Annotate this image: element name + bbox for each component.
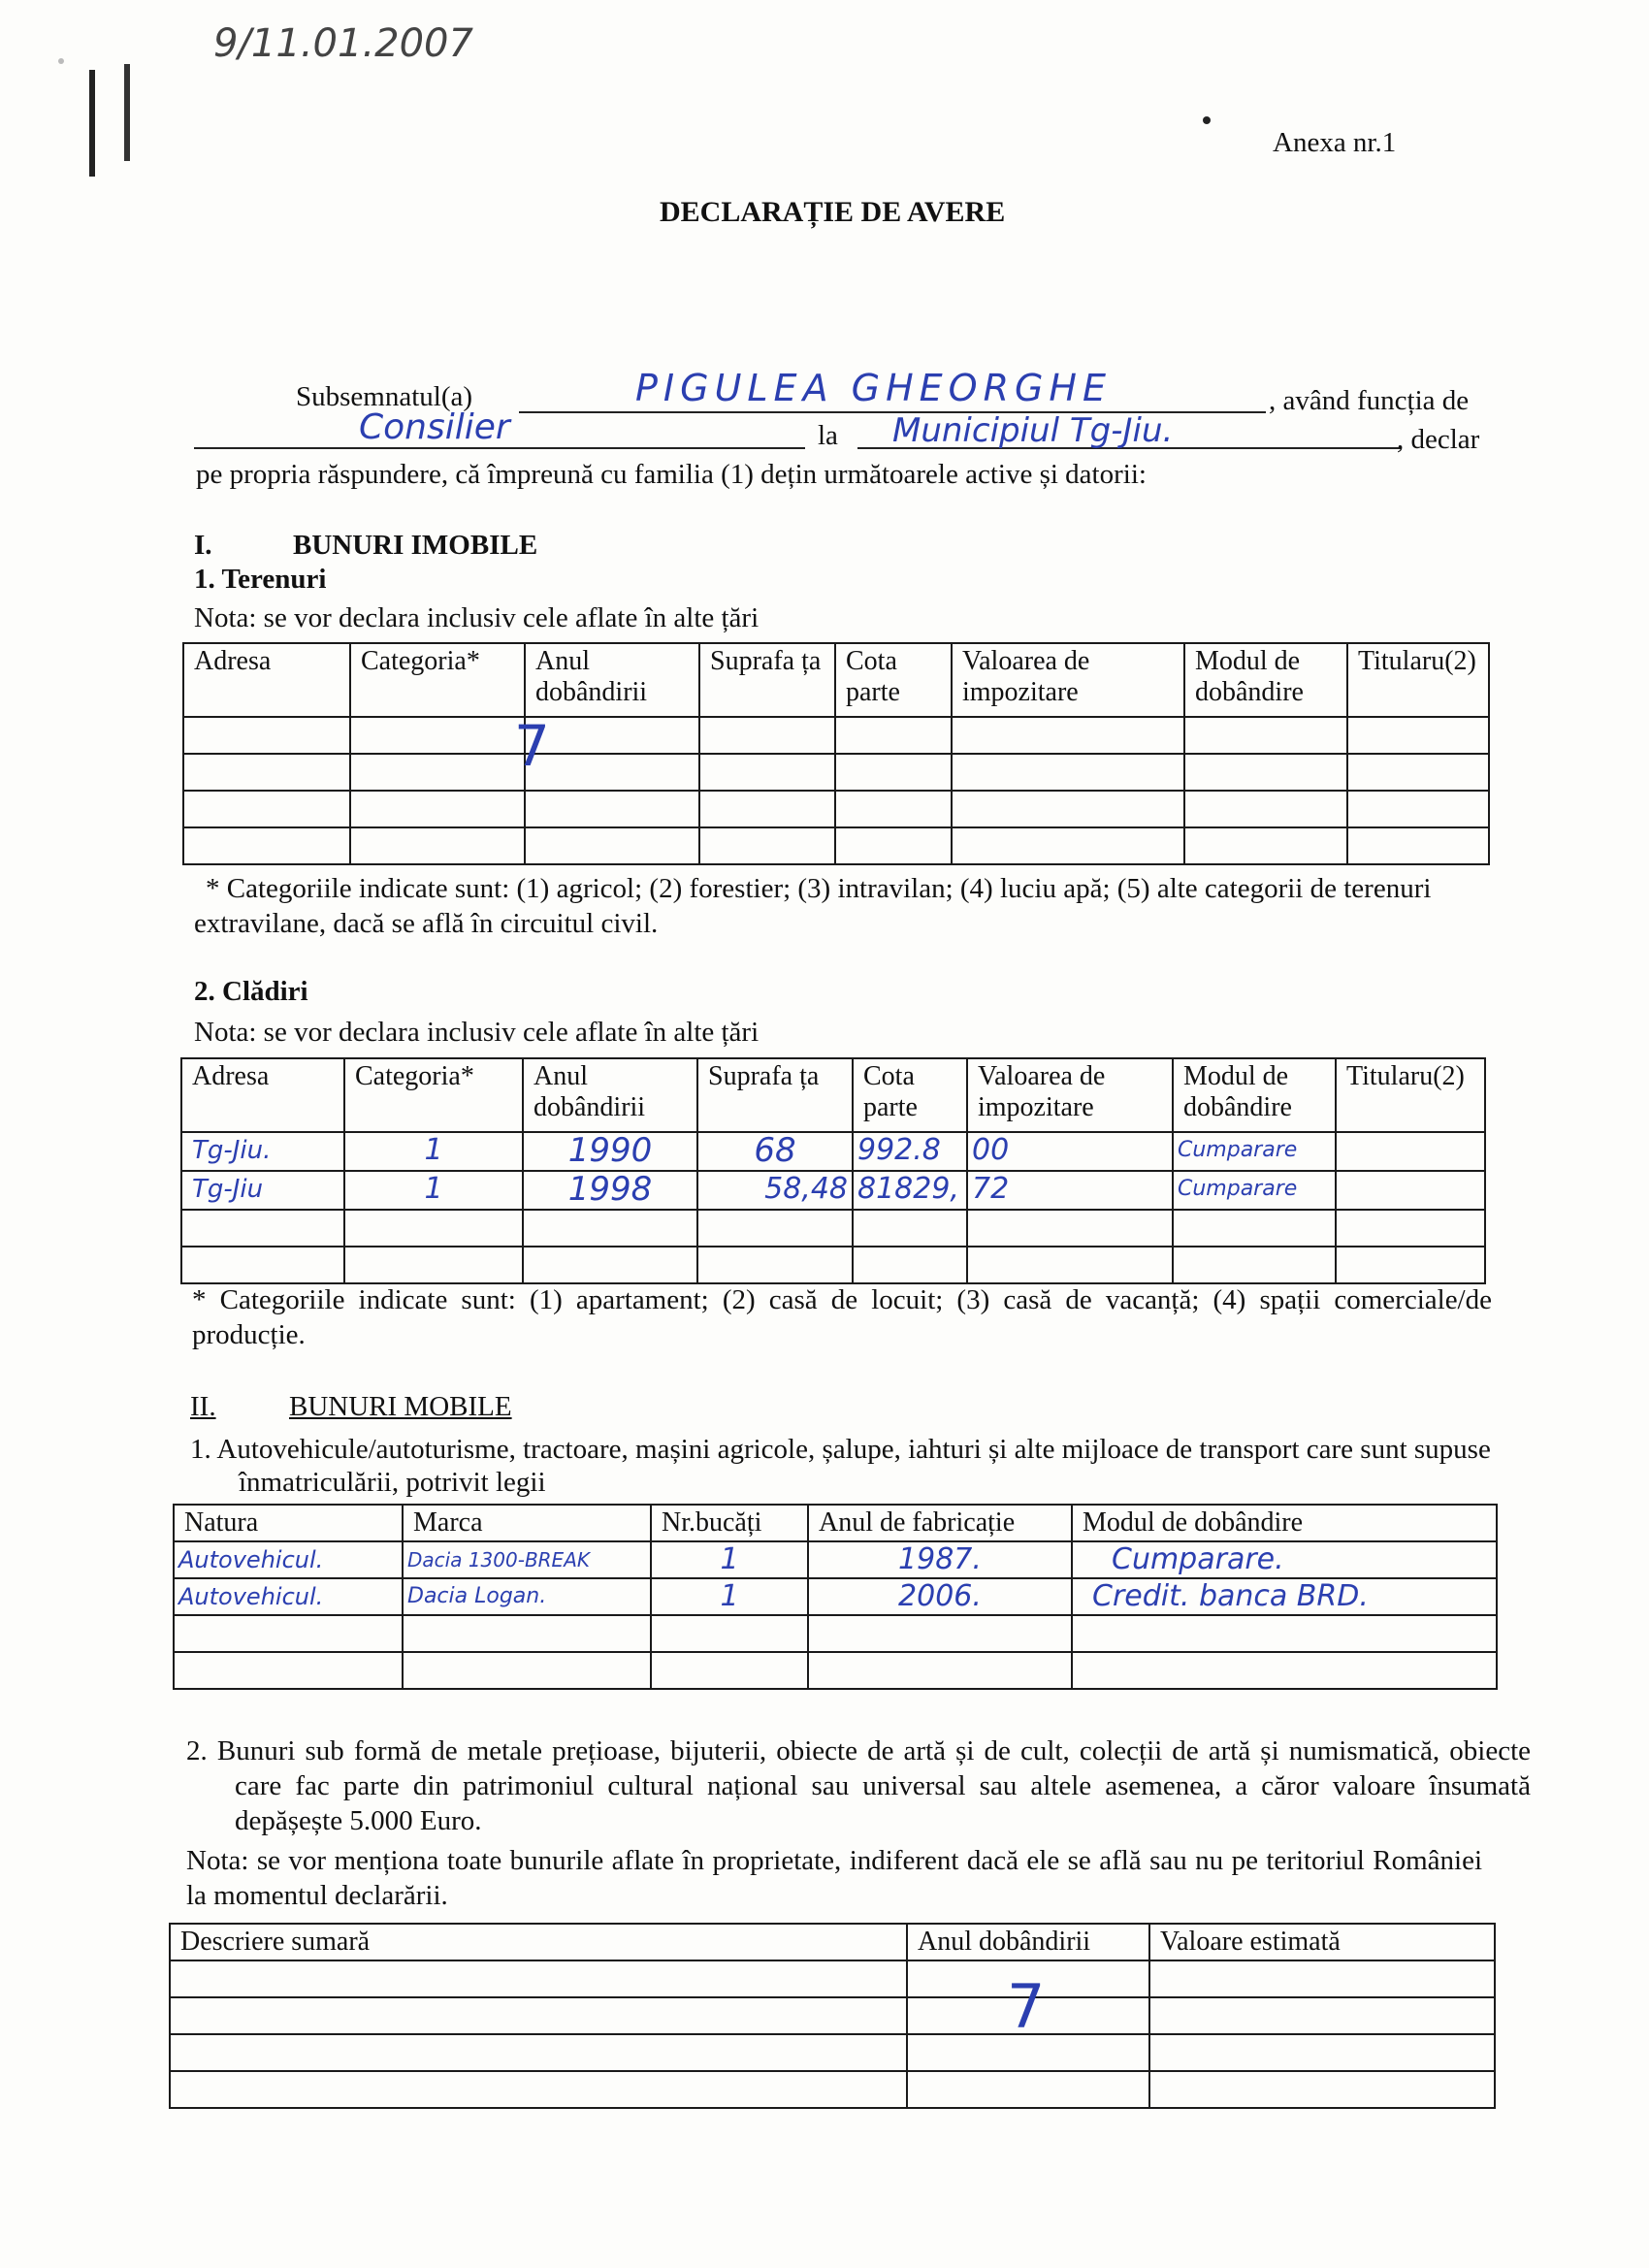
punch-bar bbox=[124, 64, 130, 161]
table-cell[interactable] bbox=[174, 1615, 403, 1652]
table-cell[interactable] bbox=[525, 717, 699, 754]
table-cell[interactable] bbox=[699, 791, 835, 827]
registration-stamp: 9/11.01.2007 bbox=[213, 21, 473, 66]
empty-mark: 7 bbox=[514, 713, 550, 779]
table-cell[interactable]: Cumparare bbox=[1173, 1132, 1336, 1171]
vehicles-text: 1. Autovehicule/autoturisme, tractoare, mașini agricole, șalupe, iahturi și alte mijloace de transport care sunt supuse înmatriculării, potrivit legii bbox=[190, 1434, 1491, 1498]
terenuri-table bbox=[182, 642, 1490, 865]
page-title: DECLARAȚIE DE AVERE bbox=[660, 196, 1006, 228]
empty-mark: 7 bbox=[1007, 1971, 1046, 2042]
table-cell[interactable]: Cumparare bbox=[1173, 1171, 1336, 1210]
table-cell[interactable] bbox=[1336, 1210, 1485, 1247]
col-header-titular: Titularu(2) bbox=[1336, 1058, 1485, 1132]
table-cell[interactable] bbox=[183, 754, 350, 791]
table-cell[interactable]: 992.8 bbox=[853, 1132, 967, 1171]
table-row bbox=[174, 1578, 1497, 1615]
col-header-suprafata: Suprafa ța bbox=[697, 1058, 853, 1132]
table-cell[interactable] bbox=[1347, 827, 1489, 864]
valuables-text: 2. Bunuri sub formă de metale prețioase, bijuterii, obiecte de artă și de cult, colecții de artă și numismatică, obiecte care fac parte din patrimoniul cultural național sau universal sau altele asemenea, a căror valoare însumată depășește 5.000 Euro. bbox=[186, 1735, 1531, 1836]
col-header-modul: Modul de dobândire bbox=[1184, 643, 1347, 717]
table-cell[interactable] bbox=[523, 1247, 697, 1283]
table-cell[interactable]: Tg-Jiu bbox=[181, 1171, 344, 1210]
scan-speck bbox=[58, 58, 64, 64]
table-row bbox=[174, 1541, 1497, 1578]
col-header-titular: Titularu(2) bbox=[1347, 643, 1489, 717]
la-label: la bbox=[818, 420, 838, 451]
table-cell[interactable] bbox=[1184, 717, 1347, 754]
table-cell[interactable] bbox=[344, 1210, 523, 1247]
table-cell[interactable] bbox=[967, 1210, 1173, 1247]
section1-title: BUNURI IMOBILE bbox=[293, 530, 538, 561]
table-cell[interactable] bbox=[651, 1652, 808, 1689]
col-header-modul: Modul de dobândire bbox=[1072, 1505, 1497, 1541]
table-cell[interactable] bbox=[835, 791, 952, 827]
table-cell[interactable] bbox=[835, 754, 952, 791]
col-header-anul-fabricatie: Anul de fabricație bbox=[808, 1505, 1072, 1541]
table-cell[interactable] bbox=[181, 1247, 344, 1283]
col-header-adresa: Adresa bbox=[183, 643, 350, 717]
table-cell[interactable] bbox=[403, 1615, 651, 1652]
table-cell[interactable] bbox=[350, 717, 525, 754]
table-cell[interactable] bbox=[1072, 1652, 1497, 1689]
terenuri-footnote: * Categoriile indicate sunt: (1) agricol; (2) forestier; (3) intravilan; (4) luciu apă; (5) alte categorii de terenuri extravilane, dacă se află în circuitul civil. bbox=[194, 873, 1432, 939]
annex-label: Anexa nr.1 bbox=[1273, 127, 1397, 158]
institution-value[interactable]: Municipiul Tg-Jiu. bbox=[892, 411, 1174, 450]
scan-speck bbox=[1203, 116, 1211, 124]
table-cell[interactable]: Autovehicul. bbox=[174, 1541, 403, 1578]
cladiri-footnote: * Categoriile indicate sunt: (1) apartament; (2) casă de locuit; (3) casă de vacanță; (4) spații comerciale/de producție. bbox=[192, 1284, 1492, 1350]
col-header-valoarea: Valoarea de impozitare bbox=[967, 1058, 1173, 1132]
col-header-categoria: Categoria* bbox=[350, 643, 525, 717]
table-cell[interactable] bbox=[952, 791, 1184, 827]
table-cell[interactable]: 2006. bbox=[808, 1578, 1072, 1615]
function-value[interactable]: Consilier bbox=[359, 407, 510, 447]
table-cell[interactable] bbox=[1336, 1132, 1485, 1171]
table-cell[interactable] bbox=[174, 1652, 403, 1689]
table-cell[interactable]: 1 bbox=[651, 1578, 808, 1615]
table-cell[interactable] bbox=[808, 1652, 1072, 1689]
col-header-valoare: Valoare estimată bbox=[1149, 1924, 1495, 1960]
vehicles-table bbox=[173, 1504, 1498, 1690]
subsemnatul-label: Subsemnatul(a) bbox=[296, 381, 473, 412]
col-header-categoria: Categoria* bbox=[344, 1058, 523, 1132]
table-cell[interactable] bbox=[697, 1210, 853, 1247]
function-underline bbox=[194, 447, 805, 449]
table-cell[interactable]: Credit. banca BRD. bbox=[1072, 1578, 1497, 1615]
table-cell[interactable] bbox=[952, 754, 1184, 791]
table-cell[interactable] bbox=[808, 1615, 1072, 1652]
table-cell[interactable] bbox=[853, 1210, 967, 1247]
table-cell[interactable]: 1 bbox=[344, 1171, 523, 1210]
table-cell[interactable]: Dacia 1300-BREAK bbox=[403, 1541, 651, 1578]
table-cell[interactable] bbox=[1149, 2034, 1495, 2071]
avand-label: , având funcția de bbox=[1269, 385, 1470, 416]
table-cell[interactable] bbox=[1347, 791, 1489, 827]
col-header-natura: Natura bbox=[174, 1505, 403, 1541]
col-header-anul: Anul dobândirii bbox=[525, 643, 699, 717]
table-cell[interactable] bbox=[1347, 754, 1489, 791]
table-cell[interactable] bbox=[1173, 1247, 1336, 1283]
table-cell[interactable] bbox=[699, 717, 835, 754]
table-cell[interactable]: 1990 bbox=[523, 1132, 697, 1171]
col-header-suprafata: Suprafa ța bbox=[699, 643, 835, 717]
cladiri-table bbox=[180, 1057, 1486, 1284]
section2-roman: II. bbox=[190, 1391, 216, 1422]
table-cell[interactable] bbox=[1184, 791, 1347, 827]
table-cell[interactable] bbox=[170, 1997, 907, 2034]
valuables-table bbox=[169, 1923, 1496, 2109]
table-cell[interactable] bbox=[525, 791, 699, 827]
table-cell[interactable] bbox=[835, 827, 952, 864]
cladiri-title: 2. Clădiri bbox=[194, 976, 308, 1007]
col-header-nr-bucati: Nr.bucăți bbox=[651, 1505, 808, 1541]
table-cell[interactable] bbox=[651, 1615, 808, 1652]
table-cell[interactable] bbox=[952, 717, 1184, 754]
table-cell[interactable] bbox=[907, 2071, 1149, 2108]
table-cell[interactable]: 1 bbox=[344, 1132, 523, 1171]
table-cell[interactable]: 1987. bbox=[808, 1541, 1072, 1578]
col-header-adresa: Adresa bbox=[181, 1058, 344, 1132]
table-cell[interactable] bbox=[403, 1652, 651, 1689]
table-cell[interactable] bbox=[699, 827, 835, 864]
table-cell[interactable]: Cumparare. bbox=[1072, 1541, 1497, 1578]
table-cell[interactable] bbox=[835, 717, 952, 754]
cladiri-note: Nota: se vor declara inclusiv cele aflate în alte țări bbox=[194, 1017, 760, 1048]
table-cell[interactable] bbox=[1149, 2071, 1495, 2108]
table-cell[interactable] bbox=[170, 1960, 907, 1997]
valuables-note: Nota: se vor menționa toate bunurile aflate în proprietate, indiferent dacă ele se află sau nu pe teritoriul României la momentul declarării. bbox=[186, 1845, 1482, 1911]
declar-label: , declar bbox=[1397, 424, 1480, 455]
col-header-cota: Cota parte bbox=[853, 1058, 967, 1132]
table-cell[interactable] bbox=[1072, 1615, 1497, 1652]
table-cell[interactable] bbox=[967, 1247, 1173, 1283]
table-cell[interactable] bbox=[1149, 1997, 1495, 2034]
table-cell[interactable]: 81829, bbox=[853, 1171, 967, 1210]
declarant-name[interactable]: PIGULEA GHEORGHE bbox=[635, 367, 1113, 409]
table-cell[interactable] bbox=[350, 827, 525, 864]
table-row bbox=[181, 1171, 1485, 1210]
table-cell[interactable] bbox=[697, 1247, 853, 1283]
terenuri-note: Nota: se vor declara inclusiv cele aflate în alte țări bbox=[194, 602, 760, 633]
table-cell[interactable]: Tg-Jiu. bbox=[181, 1132, 344, 1171]
section2-title: BUNURI MOBILE bbox=[289, 1391, 512, 1422]
table-cell[interactable] bbox=[1336, 1171, 1485, 1210]
table-cell[interactable] bbox=[523, 1210, 697, 1247]
table-cell[interactable] bbox=[170, 2071, 907, 2108]
table-cell[interactable] bbox=[344, 1247, 523, 1283]
table-cell[interactable]: Dacia Logan. bbox=[403, 1578, 651, 1615]
section1-roman: I. bbox=[194, 530, 212, 561]
punch-bar bbox=[89, 70, 95, 177]
table-cell[interactable] bbox=[525, 827, 699, 864]
table-cell[interactable] bbox=[183, 827, 350, 864]
col-header-anul-dobandirii: Anul dobândirii bbox=[907, 1924, 1149, 1960]
col-header-valoarea: Valoarea de impozitare bbox=[952, 643, 1184, 717]
table-cell[interactable] bbox=[699, 754, 835, 791]
table-cell[interactable] bbox=[350, 791, 525, 827]
col-header-cota: Cota parte bbox=[835, 643, 952, 717]
table-cell[interactable]: 1998 bbox=[523, 1171, 697, 1210]
table-cell[interactable] bbox=[1184, 754, 1347, 791]
table-cell[interactable]: 58,48 bbox=[697, 1171, 853, 1210]
table-cell[interactable] bbox=[1347, 717, 1489, 754]
col-header-descriere: Descriere sumară bbox=[170, 1924, 907, 1960]
table-cell[interactable] bbox=[525, 754, 699, 791]
col-header-modul: Modul de dobândire bbox=[1173, 1058, 1336, 1132]
table-cell[interactable] bbox=[1149, 1960, 1495, 1997]
table-cell[interactable]: 1 bbox=[651, 1541, 808, 1578]
table-cell[interactable]: 00 bbox=[967, 1132, 1173, 1171]
table-cell[interactable]: Autovehicul. bbox=[174, 1578, 403, 1615]
col-header-anul: Anul dobândirii bbox=[523, 1058, 697, 1132]
table-cell[interactable] bbox=[350, 754, 525, 791]
table-cell[interactable] bbox=[170, 2034, 907, 2071]
intro-line: pe propria răspundere, că împreună cu familia (1) dețin următoarele active și datorii: bbox=[196, 459, 1147, 490]
table-cell[interactable] bbox=[853, 1247, 967, 1283]
table-row bbox=[181, 1132, 1485, 1171]
col-header-marca: Marca bbox=[403, 1505, 651, 1541]
table-cell[interactable] bbox=[1173, 1210, 1336, 1247]
table-cell[interactable] bbox=[183, 791, 350, 827]
table-cell[interactable]: 68 bbox=[697, 1132, 853, 1171]
table-cell[interactable]: 72 bbox=[967, 1171, 1173, 1210]
table-cell[interactable] bbox=[1336, 1247, 1485, 1283]
table-cell[interactable] bbox=[952, 827, 1184, 864]
table-cell[interactable] bbox=[183, 717, 350, 754]
table-cell[interactable] bbox=[1184, 827, 1347, 864]
table-cell[interactable] bbox=[181, 1210, 344, 1247]
terenuri-title: 1. Terenuri bbox=[194, 564, 327, 595]
